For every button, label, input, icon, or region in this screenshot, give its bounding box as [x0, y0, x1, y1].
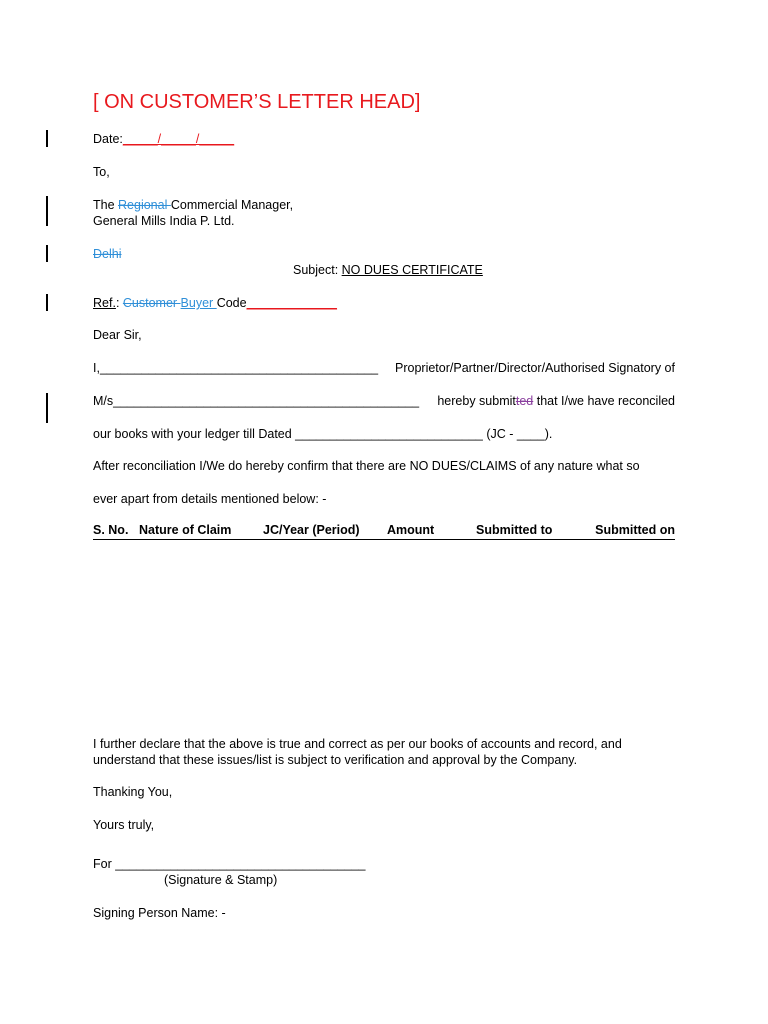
- declaration-text-1: I further declare that the above is true and correct as per our books of accounts and record, and: [93, 737, 622, 751]
- ref-label: Ref.: [93, 296, 116, 310]
- to-line: To,: [93, 165, 110, 179]
- thanking-line: Thanking You,: [93, 785, 173, 799]
- addressee-company: General Mills India P. Ltd.: [93, 214, 235, 228]
- subject-label: Subject:: [293, 263, 342, 277]
- salutation: Dear Sir,: [93, 328, 142, 342]
- reconciled-text: that I/we have reconciled: [533, 394, 675, 408]
- col-header-submitted-on: Submitted on: [595, 523, 675, 537]
- change-bar: [46, 196, 48, 226]
- col-header-amount: Amount: [387, 523, 435, 537]
- addressee-role: Commercial Manager,: [170, 198, 294, 212]
- date-blank[interactable]: _____/_____/_____: [122, 132, 235, 146]
- for-signature-blank[interactable]: For ____________________________________: [93, 857, 366, 871]
- signature-caption: (Signature & Stamp): [164, 873, 278, 887]
- name-blank[interactable]: I,________________________________________: [93, 361, 379, 375]
- letterhead-heading: [ ON CUSTOMER’S LETTER HEAD]: [93, 91, 421, 113]
- ref-code-blank[interactable]: _____________: [246, 296, 337, 310]
- col-header-submitted-to: Submitted to: [476, 523, 553, 537]
- ref-line: [93, 295, 337, 311]
- change-bar: [46, 294, 48, 311]
- inserted-word-buyer: Buyer: [180, 296, 217, 310]
- deleted-suffix-ted: ted: [515, 394, 534, 408]
- deleted-word-regional: Regional: [118, 198, 171, 212]
- signing-person-name: Signing Person Name: -: [93, 906, 226, 920]
- submitted-text: [437, 393, 675, 409]
- addressee-prefix: The: [93, 198, 119, 212]
- firm-name-blank[interactable]: M/s____________________________________________: [93, 394, 420, 408]
- ledger-date-line: our books with your ledger till Dated ___________________________ (JC - ____).: [93, 427, 553, 441]
- deleted-word-customer: Customer: [122, 296, 181, 310]
- declaration-text-2: understand that these issues/list is subject to verification and approval by the Company.: [93, 753, 578, 767]
- col-header-sno: S. No.: [93, 523, 129, 537]
- yours-truly: Yours truly,: [93, 818, 155, 832]
- reconciliation-line-2: ever apart from details mentioned below: -: [93, 492, 327, 506]
- date-line: [93, 131, 234, 147]
- addressee-role-line: [93, 197, 293, 213]
- change-bar: [46, 130, 48, 147]
- declaration-line-2: [93, 393, 675, 409]
- col-header-nature: Nature of Claim: [139, 523, 232, 537]
- subject-line: [293, 262, 483, 278]
- designation-text: Proprietor/Partner/Director/Authorised Signatory of: [395, 361, 675, 375]
- submit-word: hereby submit: [437, 394, 516, 408]
- ref-colon: :: [115, 296, 123, 310]
- col-header-period: JC/Year (Period): [263, 523, 360, 537]
- claims-table-header: [93, 523, 675, 540]
- change-bar: [46, 245, 48, 262]
- deleted-city: Delhi: [93, 247, 122, 261]
- reconciliation-line-1: After reconciliation I/We do hereby confirm that there are NO DUES/CLAIMS of any nature what so: [93, 459, 640, 473]
- date-label: Date:: [93, 132, 123, 146]
- subject-value: NO DUES CERTIFICATE: [341, 263, 483, 277]
- change-bar: [46, 393, 48, 423]
- ref-code: Code: [216, 296, 247, 310]
- declaration-line-1: [93, 360, 675, 376]
